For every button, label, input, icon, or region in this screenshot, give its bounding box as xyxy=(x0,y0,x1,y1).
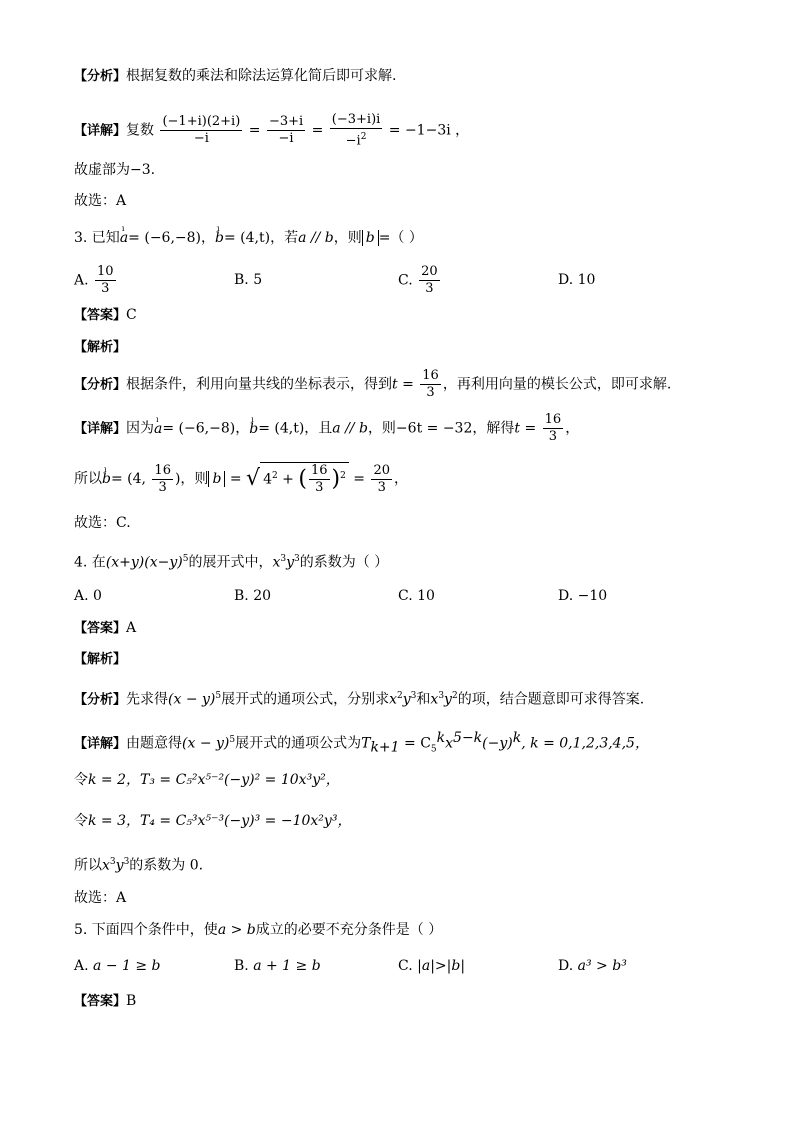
q4-option-c: C. 10 xyxy=(398,588,435,604)
detail-tag: 【详解】 xyxy=(74,123,127,139)
q3-analysis: 【分析】根据条件，利用向量共线的坐标表示，得到t = $\frac{16}{3}$ ，再利用向量的模长公式，即可求解. xyxy=(74,368,672,400)
q4-option-a: A. 0 xyxy=(74,588,102,604)
q3-option-b: B. 5 xyxy=(234,272,263,288)
q3-choose: 故选：C. xyxy=(74,515,131,531)
q5-option-c: C. |a|>|b| xyxy=(398,958,466,974)
q3-detail: 【详解】因为ı a= (−6,−8)，ı b= (4,t)，且a // b，则−6t = −32，解得t = $\frac{16}{3}$ ， xyxy=(74,412,579,445)
q3-option-a: A. $\frac{10}{3}$ xyxy=(74,264,114,296)
q4-explanation-tag: 【解析】 xyxy=(74,652,127,667)
q3-explanation-tag: 【解析】 xyxy=(74,340,127,355)
q4-detail: 【详解】由题意得$(x - y)^5$展开式的通项公式为$T_{k+1} = C_5^kx^{5-k}(-y)^k$, k = 0,1,2,3,4,5， xyxy=(74,730,649,756)
q4-option-d: D. −10 xyxy=(558,588,608,604)
q5-option-b: B. a + 1 ≥ b xyxy=(234,958,321,974)
q4-so-line: 所以$x^3y^3$的系数为 0. xyxy=(74,857,204,874)
q4-answer: 【答案】A xyxy=(74,620,137,636)
fraction-2: $\frac{-3+i}{-i}$ xyxy=(268,114,304,147)
question-4-stem: 4. 在$(x+y)(x-y)^5$的展开式中，$x^3y^3$的系数为（ ） xyxy=(74,554,389,571)
question-3-stem: 3. 已知ı a= (−6,−8)，ı b= (4,t)，若a // b，则 b =（ ） xyxy=(74,228,423,248)
analysis-text: 根据复数的乘法和除法运算化简后即可求解. xyxy=(126,68,397,84)
q4-option-b: B. 20 xyxy=(234,588,272,604)
detail-prefix: 复数 xyxy=(126,122,155,139)
q3-option-c: C. $\frac{20}{3}$ xyxy=(398,264,438,296)
fraction-1: $\frac{(-1+i)(2+i)}{-i}$ xyxy=(162,114,241,147)
detail-line-1: 【详解】复数 $\frac{(-1+i)(2+i)}{-i}$ = $\frac{-3+i}{-i}$ = $\frac{(-3+i)i}{-i^2}$ = −1−3i ， xyxy=(74,112,470,149)
detail-result: = −1−3i ， xyxy=(388,122,470,139)
q5-answer: 【答案】B xyxy=(74,993,137,1009)
q4-analysis: 【分析】先求得$(x - y)^5$展开式的通项公式，分别求$x^2y^3$和$x^3y^2$的项，结合题意即可求得答案. xyxy=(74,691,645,708)
q5-option-a: A. a − 1 ≥ b xyxy=(74,958,161,974)
analysis-tag: 【分析】 xyxy=(74,69,127,84)
q3-answer: 【答案】C xyxy=(74,307,137,323)
q4-k3-line: 令k = 3，T₄ = C₅³x⁵⁻³(−y)³ = −10x²y³， xyxy=(74,813,352,829)
q4-k2-line: 令k = 2，T₃ = C₅²x⁵⁻²(−y)² = 10x³y²， xyxy=(74,772,340,788)
q3-option-d: D. 10 xyxy=(558,272,596,288)
conclusion-line: 故虚部为−3. xyxy=(74,162,156,178)
q5-option-d: D. a³ > b³ xyxy=(558,958,627,974)
q4-choose: 故选：A xyxy=(74,890,127,906)
choose-line-1: 故选：A xyxy=(74,193,127,209)
question-5-stem: 5. 下面四个条件中，使a > b成立的必要不充分条件是（ ） xyxy=(74,922,443,938)
q3-so-line: 所以ı b= (4, $\frac{16}{3}$ )，则 b = √ $4^2$ + ( $\frac{16}{3}$ )$^2$ = $\frac{20}{3}$ ， xyxy=(74,462,408,496)
analysis-line-1 xyxy=(74,66,396,87)
fraction-3: $\frac{(-3+i)i}{-i^2}$ xyxy=(331,112,381,149)
